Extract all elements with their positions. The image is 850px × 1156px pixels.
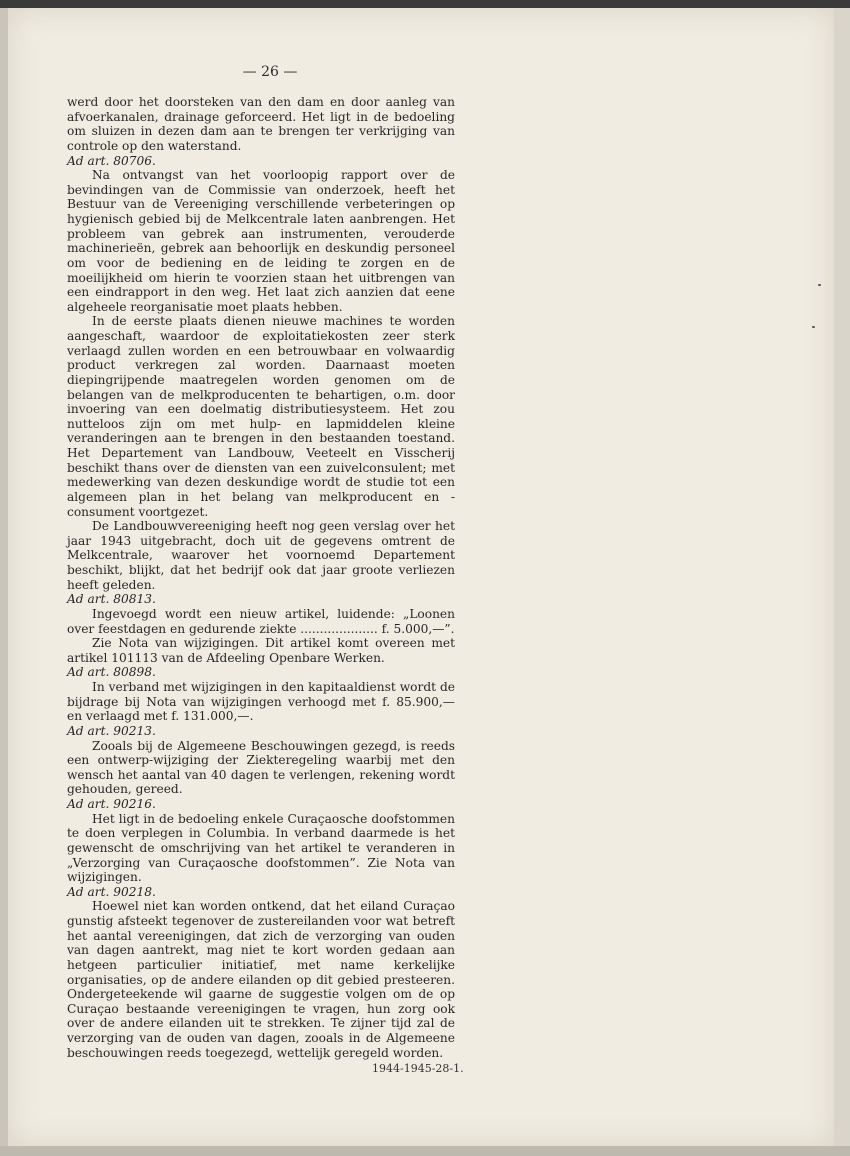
paragraph: Hoewel niet kan worden ontkend, dat het eiland Curaçao gunstig afsteekt tegenover de zustereilanden voor wat betreft het aantal vereenigingen, dat zich de verzorging van ouden van dagen aantrekt, mag niet te kort worden gedaan aan hetgeen particulier initiatief, met name kerkelijke organisaties, op de andere eilanden op dit gebied presteeren. Ondergeteekende wil gaarne de suggestie volgen om de op Curaçao bestaande vereenigingen te vragen, hun zorg ook over de andere eilanden uit te strekken. Te zijner tijd zal de verzorging van de ouden van dagen, zooals in de Algemeene beschouwingen reeds toegezegd, wettelijk geregeld worden. xyxy=(67,899,455,1060)
paragraph: De Landbouwvereeniging heeft nog geen verslag over het jaar 1943 uitgebracht, doch uit de gegevens omtrent de Melkcentrale, waarover het voornoemd Departement beschikt, blijkt, dat het bedrijf ook dat jaar groote verliezen heeft geleden. xyxy=(67,519,455,592)
article-reference: Ad art. 90216. xyxy=(67,797,156,811)
scan-top-border xyxy=(0,0,850,8)
scan-bottom-border xyxy=(0,1146,850,1156)
paragraph: Zooals bij de Algemeene Beschouwingen gezegd, is reeds een ontwerp-wijziging der Ziekteregeling waarbij met den wensch het aantal van 40 dagen te verlengen, rekening wordt gehouden, gereed. xyxy=(67,738,455,797)
paragraph: In verband met wijzigingen in den kapitaaldienst wordt de bijdrage bij Nota van wijzigingen verhoogd met f. 85.900,— en verlaagd met f. 131.000,—. xyxy=(67,680,455,724)
paragraph: In de eerste plaats dienen nieuwe machines te worden aangeschaft, waardoor de exploitatiekosten zeer sterk verlaagd zullen worden en een betrouwbaar en volwaardig product verkregen zal worden. Daarnaast moeten diepingrijpende maatregelen worden genomen om de belangen van de melkproducenten te behartigen, o.m. door invoering van een doelmatig distributiesysteem. Het zou nutteloos zijn om met hulp- en lapmiddelen kleine veranderingen aan te brengen in den bestaanden toestand. Het Departement van Landbouw, Veeteelt en Visscherij beschikt thans over de diensten van een zuivelconsulent; met medewerking van dezen deskundige wordt de studie tot een algemeen plan in het belang van melkproducent en -consument voortgezet. xyxy=(67,314,455,519)
article-reference: Ad art. 80706. xyxy=(67,153,156,168)
scan-speck xyxy=(818,284,821,286)
paragraph: Het ligt in de bedoeling enkele Curaçaosche doofstommen te doen verplegen in Columbia. In verband daarmede is het gewenscht de omschrijving van het artikel te veranderen in „Verzorging van Curaçaosche doofstommen”. Zie Nota van wijzigingen. xyxy=(67,811,455,885)
article-reference: Ad art. 80813. xyxy=(67,592,156,607)
paragraph: Ingevoegd wordt een nieuw artikel, luidende: „Loonen over feestdagen en gedurende ziekte .................... f. 5.000,—”. xyxy=(67,606,455,636)
scan-speck xyxy=(812,326,815,328)
paragraph: Na ontvangst van het voorloopig rapport over de bevindingen van de Commissie van onderzoek, heeft het Bestuur van de Vereeniging verschillende verbeteringen op hygienisch gebied bij de Melkcentrale laten aanbrengen. Het probleem van gebrek aan instrumenten, verouderde machinerieën, gebrek aan behoorlijk en deskundig personeel om voor de bediening en de leiding te zorgen en de moeilijkheid om hierin te voorzien staan het uitbrengen van een eindrapport in den weg. Het laat zich aanzien dat eene algeheele reorganisatie moet plaats hebben. xyxy=(67,168,455,314)
article-reference: Ad art. 90218. xyxy=(67,884,156,899)
paragraph-continuation: werd door het doorsteken van den dam en door aanleg van afvoerkanalen, drainage geforceerd. Het ligt in de bedoeling om sluizen in dezen dam aan te brengen ter verkrijging van controle op den waterstand. xyxy=(67,95,455,153)
article-reference: Ad art. 80898. xyxy=(67,665,156,680)
page-number: — 26 — xyxy=(242,64,298,80)
article-reference: Ad art. 90213. xyxy=(67,723,156,738)
body-text xyxy=(67,95,455,1060)
document-code: 1944-1945-28-1. xyxy=(372,1062,464,1075)
paragraph: Zie Nota van wijzigingen. Dit artikel komt overeen met artikel 101113 van de Afdeeling Openbare Werken. xyxy=(67,636,455,665)
scan-right-margin xyxy=(834,8,850,1156)
